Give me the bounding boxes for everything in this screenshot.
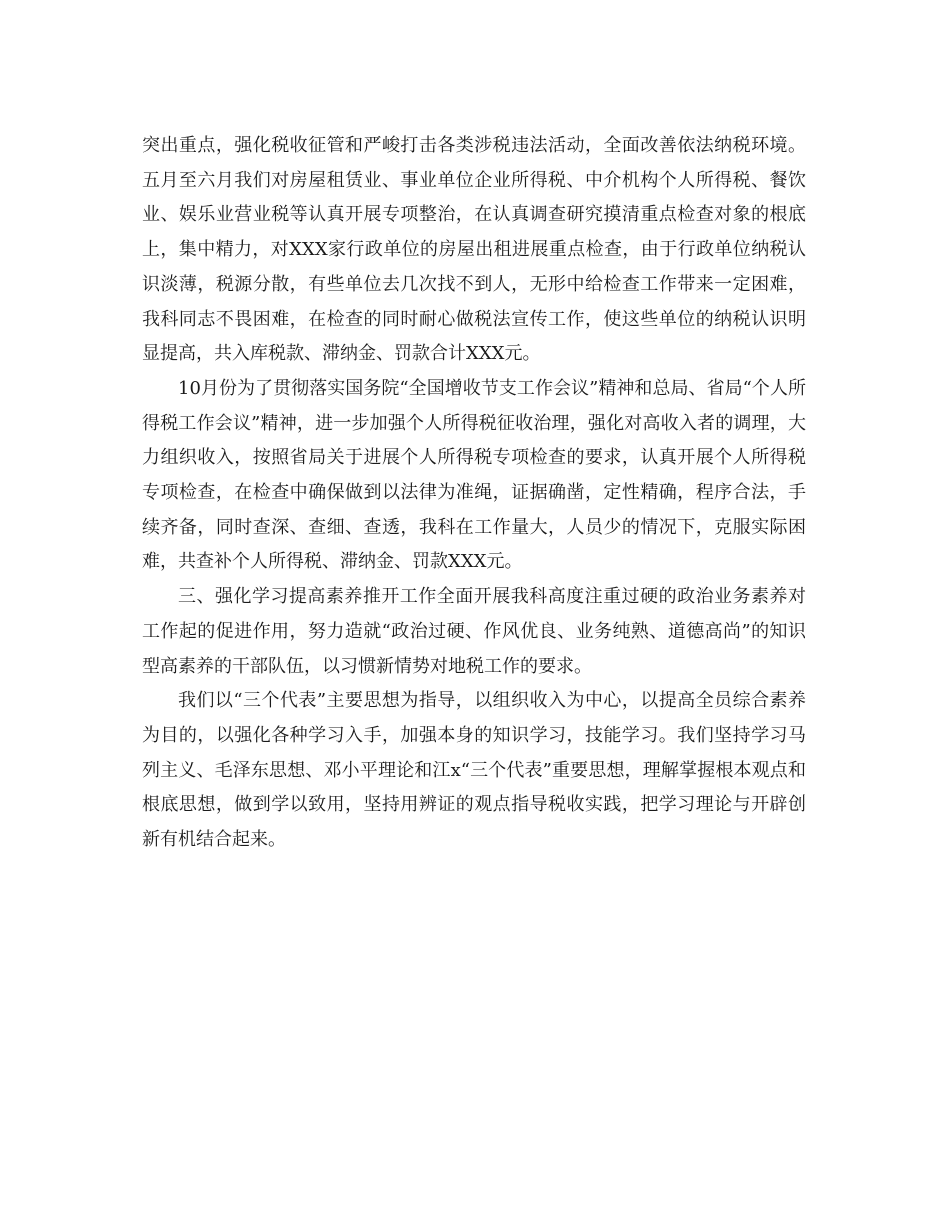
paragraph-october-tax-check: 10月份为了贯彻落实国务院“全国增收节支工作会议”精神和总局、省局“个人所得税工作会议”精神，进一步加强个人所得税征收治理，强化对高收入者的调理，大力组织收入，按照省局关于进展个人所得税专项检查的要求，认真开展个人所得税专项检查，在检查中确保做到以法律为准绳，证据确凿，定性精确，程序合法，手续齐备，同时查深、查细、查透，我科在工作量大，人员少的情况下，克服实际困难，共查补个人所得税、滞纳金、罚款XXX元。 [142, 377, 806, 573]
document-body [142, 129, 806, 858]
paragraph-continuation: 突出重点，强化税收征管和严峻打击各类涉税违法活动，全面改善依法纳税环境。五月至六月我们对房屋租赁业、事业单位企业所得税、中介机构个人所得税、餐饮业、娱乐业营业税等认真开展专项整治，在认真调查研究摸清重点检查对象的根底上，集中精力，对XXX家行政单位的房屋出租进展重点检查，由于行政单位纳税认识淡薄，税源分散，有些单位去几次找不到人，无形中给检查工作带来一定困难，我科同志不畏困难，在检查的同时耐心做税法宣传工作，使这些单位的纳税认识明显提高，共入库税款、滞纳金、罚款合计XXX元。 [142, 135, 806, 365]
paragraph-section-three-heading: 三、强化学习提高素养推开工作全面开展我科高度注重过硬的政治业务素养对工作起的促进作用，努力造就“政治过硬、作风优良、业务纯熟、道德高尚”的知识型高素养的干部队伍，以习惯新情势对地税工作的要求。 [142, 586, 806, 677]
paragraph-study-guidance: 我们以“三个代表”主要思想为指导，以组织收入为中心，以提高全员综合素养为目的，以强化各种学习入手，加强本身的知识学习，技能学习。我们坚持学习马列主义、毛泽东思想、邓小平理论和江x“三个代表”重要思想，理解掌握根本观点和根底思想，做到学以致用，坚持用辨证的观点指导税收实践，把学习理论与开辟创新有机结合起来。 [142, 690, 806, 851]
